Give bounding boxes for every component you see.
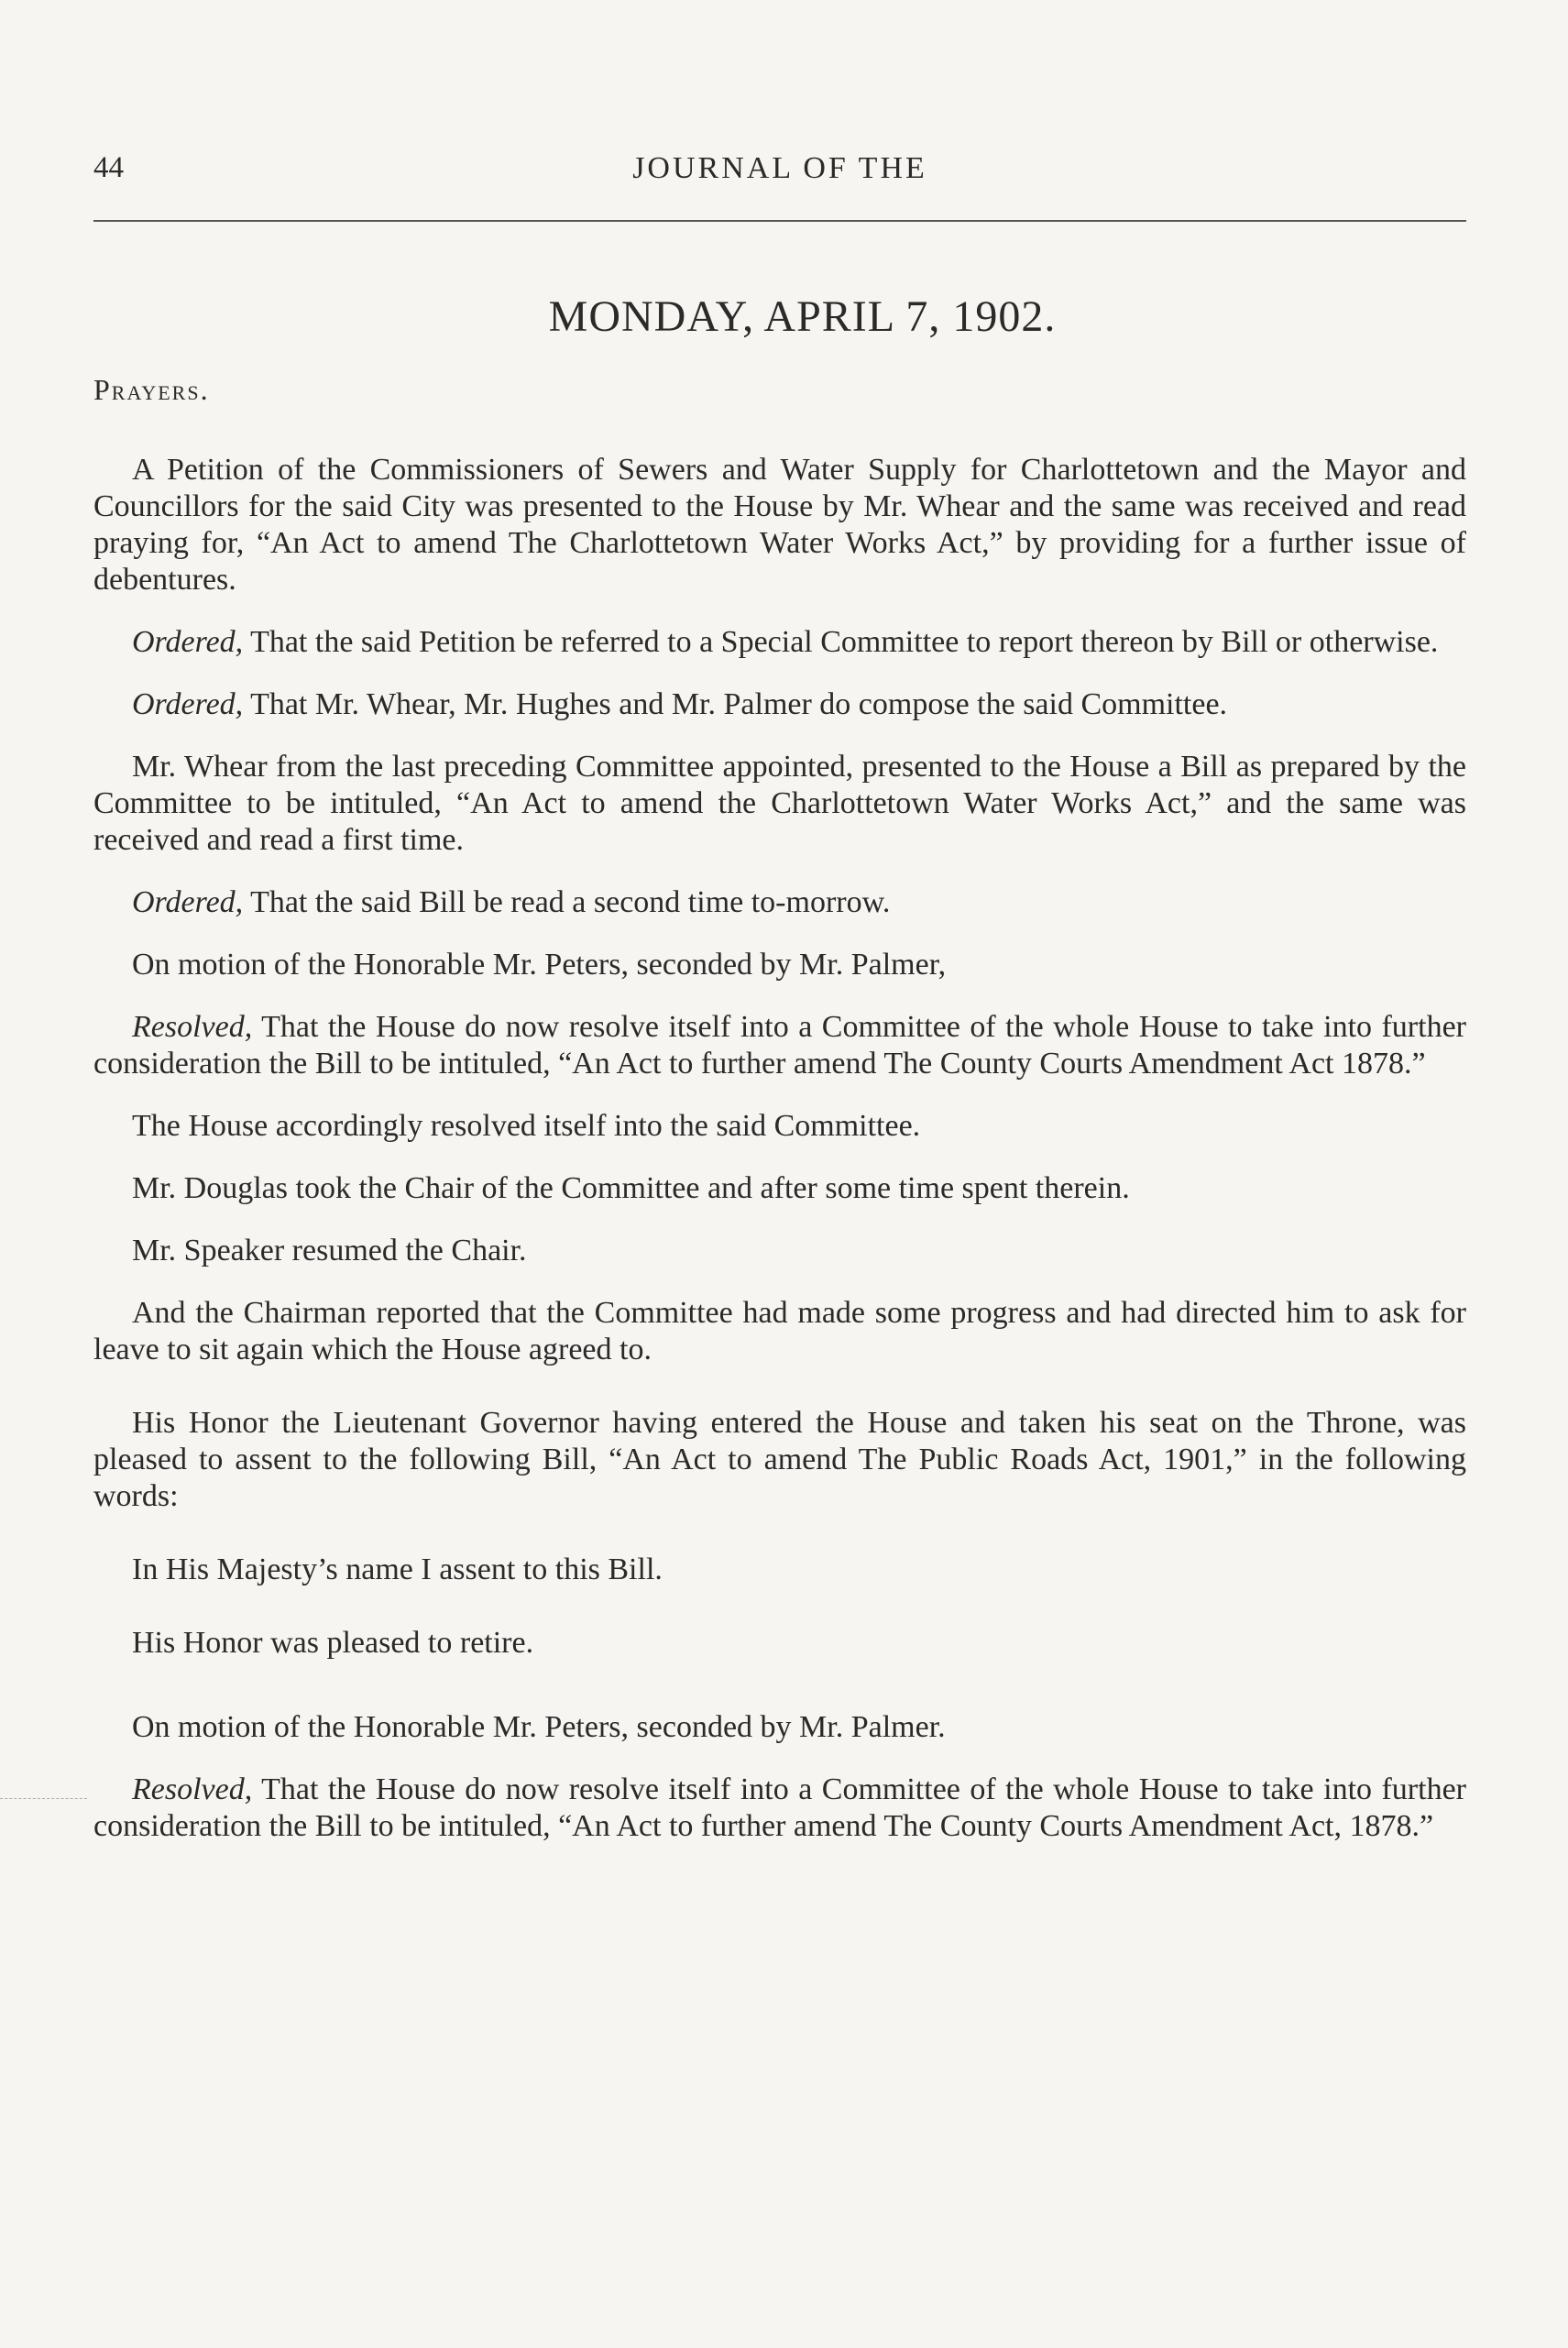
paragraph-text: That the House do now resolve itself into a Committee of the whole House to take into further consideration the Bill to be intituled, “An Act to further amend The County Courts Amendment Act 1878.” [93,1010,1466,1081]
prayers-label: Prayers. [93,373,210,406]
paragraph-text: The House accordingly resolved itself into the said Committee. [132,1109,921,1143]
paragraph [93,1552,1466,1588]
paragraph-lead: Ordered, [132,687,244,721]
paragraph-text: That the House do now resolve itself into a Committee of the whole House to take into further consideration the Bill to be intituled, “An Act to further amend The County Courts Amendment Act, 1878.” [93,1772,1466,1843]
paragraph [93,686,1466,723]
page-header [93,151,1466,206]
paragraph [93,452,1466,598]
paragraph [93,1170,1466,1207]
paragraph-lead: Ordered, [132,625,244,659]
paragraph [93,1405,1466,1515]
paragraph [93,1772,1466,1845]
margin-scratch-mark [0,1798,87,1799]
paragraph-text: Mr. Whear from the last preceding Committee appointed, presented to the House a Bill as prepared by the Committee to be intituled, “An Act to amend the Charlottetown Water Works Act,” and the same was received and read a first time. [93,750,1466,857]
paragraph-text: Mr. Speaker resumed the Chair. [132,1234,527,1267]
paragraph [93,1009,1466,1082]
paragraph-text: That the said Bill be read a second time to-morrow. [243,885,891,919]
paragraph-lead: Resolved, [132,1010,253,1044]
paragraph [93,1233,1466,1269]
paragraph-text: On motion of the Honorable Mr. Peters, seconded by Mr. Palmer, [132,948,947,982]
page-number: 44 [93,151,124,184]
paragraph-text: Mr. Douglas took the Chair of the Committee and after some time spent therein. [132,1171,1130,1205]
paragraph [93,1108,1466,1145]
paragraph [93,749,1466,859]
paragraph-text: A Petition of the Commissioners of Sewers and Water Supply for Charlottetown and the Mayor and Councillors for the said City was presented to the House by Mr. Whear and the same was received and read praying for, “An Act to amend The Charlottetown Water Works Act,” by providing for a further issue of debentures. [93,453,1466,597]
header-rule [93,220,1466,222]
paragraph [93,1625,1466,1662]
paragraph [93,884,1466,921]
paragraph-text: On motion of the Honorable Mr. Peters, seconded by Mr. Palmer. [132,1710,946,1744]
paragraph-text: That the said Petition be referred to a Special Committee to report thereon by Bill or otherwise. [243,625,1439,659]
paragraph [93,624,1466,661]
journal-body [93,371,1466,1871]
paragraph-text: That Mr. Whear, Mr. Hughes and Mr. Palmer do compose the said Committee. [243,687,1228,721]
date-heading: MONDAY, APRIL 7, 1902. [548,292,1057,341]
running-head: JOURNAL OF THE [632,151,927,185]
paragraph-text: In His Majesty’s name I assent to this Bill. [132,1553,663,1586]
paragraph-text: And the Chairman reported that the Committee had made some progress and had directed him to ask for leave to sit again which the House agreed to. [93,1296,1466,1366]
paragraph-lead: Ordered, [132,885,244,919]
paragraph-text: His Honor was pleased to retire. [132,1626,534,1660]
paragraph [93,1709,1466,1746]
paragraph-lead: Resolved, [132,1772,253,1806]
paragraph-text: His Honor the Lieutenant Governor having entered the House and taken his seat on the Throne, was pleased to assent to the following Bill, “An Act to amend The Public Roads Act, 1901,” in the following words: [93,1406,1466,1513]
paragraph [93,947,1466,983]
paragraph [93,1295,1466,1368]
